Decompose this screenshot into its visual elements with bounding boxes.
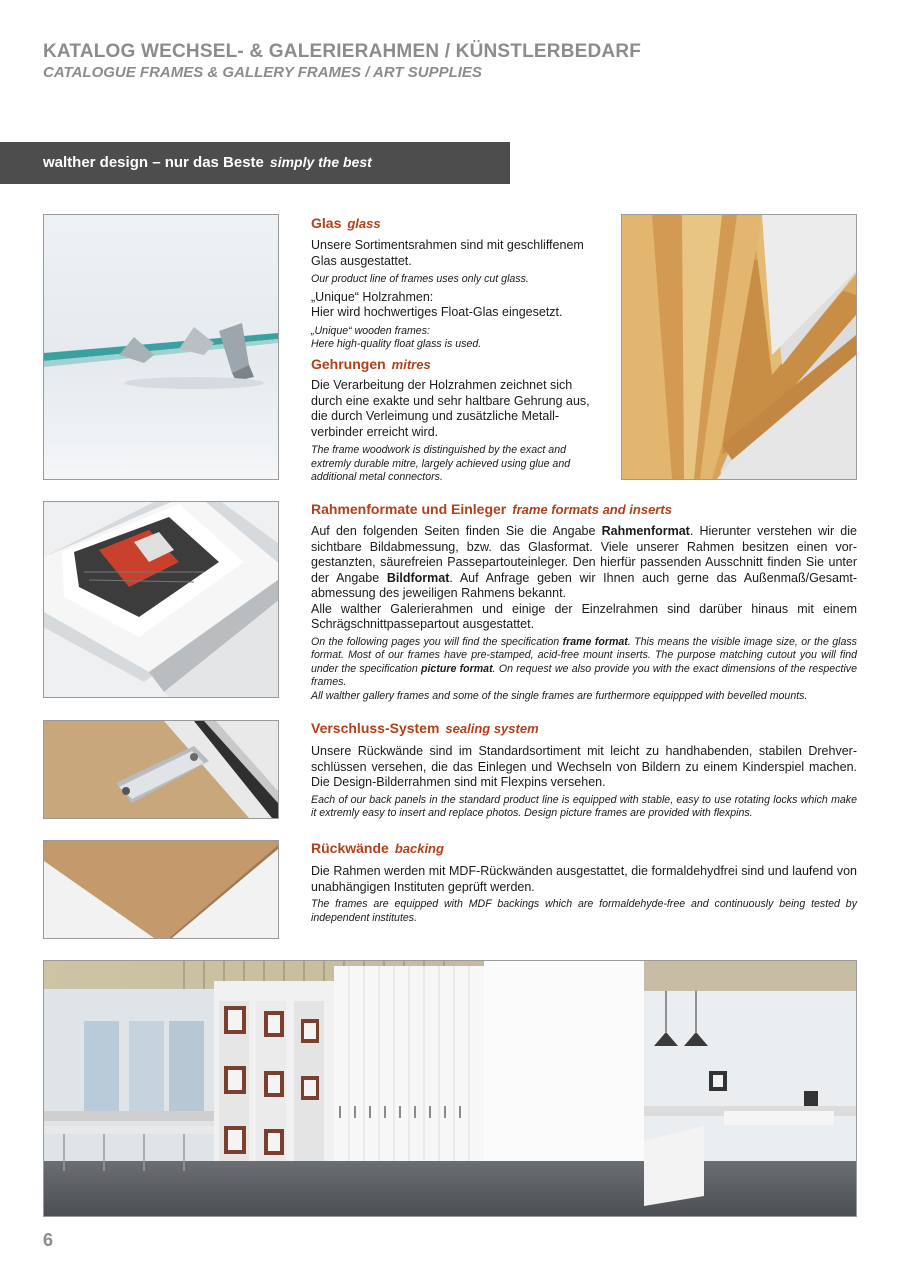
catalog-subtitle: CATALOGUE FRAMES & GALLERY FRAMES / ART SUPPLIES: [43, 64, 482, 81]
mitres-heading: [311, 356, 593, 372]
sealing-title-en: sealing system: [445, 721, 539, 736]
backing-text-en: The frames are equipped with MDF backings which are formaldehyde-free and continuously being tested by independent institutes.: [311, 898, 857, 924]
catalog-title: KATALOG WECHSEL- & GALERIERAHMEN / KÜNSTLERBEDARF: [43, 41, 642, 62]
framed-picture-photo: [43, 501, 279, 698]
sealing-text: Unsere Rückwände sind im Standardsortiment mit leicht zu handhabenden, stabilen Drehver-schlüssen versehen, die das Einlegen und Wechseln von Bildern zu einem Kinderspiel machen. Die Design-Bilderrahmen sind mit Flexpins versehen.: [311, 744, 857, 789]
banner-text-en: simply the best: [269, 154, 372, 170]
formats-text-en: [311, 636, 857, 690]
backing-title: Rückwände: [311, 840, 389, 856]
frame-format-term-en: frame format: [562, 635, 628, 648]
backing-text: Die Rahmen werden mit MDF-Rückwänden ausgestattet, die formaldehydfrei sind und laufend von unabhängigen Instituten geprüft werden.: [311, 864, 857, 894]
unique-frames-text: [311, 290, 593, 321]
section-banner: [0, 142, 510, 184]
rotating-lock-photo: [43, 720, 279, 819]
mitres-title-en: mitres: [391, 357, 431, 372]
formats-text-2: Alle walther Galerierahmen und einige der Einzelrahmen sind darüber hinaus mit einem Schrägschnittpassepartout ausgestattet.: [311, 601, 857, 631]
glass-title: Glas: [311, 215, 342, 231]
banner-text-de: walther design – nur das Beste: [43, 154, 264, 171]
mitres-text-en: The frame woodwork is distinguished by the exact and extremly durable mitre, largely achieved using glue and additional metal connectors.: [311, 444, 571, 483]
backing-heading: [311, 840, 857, 856]
formats-heading: [311, 501, 857, 517]
mitres-title: Gehrungen: [311, 356, 386, 372]
unique-frames-label: „Unique“ Holzrahmen:: [311, 289, 434, 304]
glass-title-en: glass: [347, 216, 381, 231]
formats-text: [311, 524, 857, 602]
formats-text-part: Auf den folgenden Seiten finden Sie die Angabe: [311, 524, 602, 538]
glass-text-en: Our product line of frames uses only cut glass.: [311, 273, 529, 285]
gallery-showroom-photo: [43, 960, 857, 1217]
formats-text-en-part: . This means the visible image size, or the glass format. Most of our frames have pre-stamped, acid-free mount inserts. The purpose matching cutout you will find under the specification: [311, 635, 857, 675]
picture-format-term: Bildformat: [386, 570, 450, 585]
formats-text-en-part: On the following pages you will find the specification: [311, 635, 563, 648]
wooden-mitre-photo: [621, 214, 857, 480]
sealing-heading: [311, 720, 857, 736]
glass-text: Unsere Sortimentsrahmen sind mit geschliffenem Glas ausgestattet.: [311, 238, 584, 268]
picture-format-term-en: picture format: [421, 662, 493, 675]
formats-text-part: . Auf Anfrage geben wir Ihnen auch gerne das Außenmaß/Gesamt-abmessung des jeweiligen Rahmens bekannt.: [311, 570, 857, 600]
formats-text-en-2: All walther gallery frames and some of the single frames are furthermore equippped with bevelled mounts.: [311, 689, 808, 702]
glass-clip-photo: [43, 214, 279, 480]
sealing-text-en: Each of our back panels in the standard product line is equipped with stable, easy to use rotating locks which make it extremly easy to insert and replace photos. Design picture frames are provided with flexpins.: [311, 793, 857, 819]
glass-heading: [311, 215, 593, 231]
unique-frames-desc-en: Here high-quality float glass is used.: [311, 338, 482, 350]
unique-frames-text-en: [311, 325, 593, 352]
page-number: 6: [43, 1230, 54, 1250]
formats-title-en: frame formats and inserts: [512, 502, 672, 517]
unique-frames-label-en: „Unique“ wooden frames:: [311, 324, 430, 337]
unique-frames-desc: Hier wird hochwertiges Float-Glas eingesetzt.: [311, 305, 563, 319]
backing-title-en: backing: [394, 841, 444, 856]
mitres-text: Die Verarbeitung der Holzrahmen zeichnet sich durch eine exakte und sehr haltbare Gehrung aus, die durch Verleimung und zusätzliche Metall-verbinder erreicht wird.: [311, 378, 590, 439]
mdf-backing-photo: [43, 840, 279, 939]
formats-title: Rahmenformate und Einleger: [311, 501, 507, 517]
sealing-title: Verschluss-System: [311, 720, 440, 736]
formats-text-part: . Hierunter verstehen wir die sichtbare Bildabmessung, bzw. das Glasformat. Viele unserer Rahmen besitzen einen vor-gestanzten, säurefreien Passepartouteinleger. Den hierfür passenden Ausschnitt finden Sie unter der Angabe: [311, 524, 857, 585]
formats-text-en-part: . On request we also provide you with the exact dimensions of the respective frames.: [311, 662, 857, 688]
frame-format-term: Rahmenformat: [601, 524, 690, 538]
